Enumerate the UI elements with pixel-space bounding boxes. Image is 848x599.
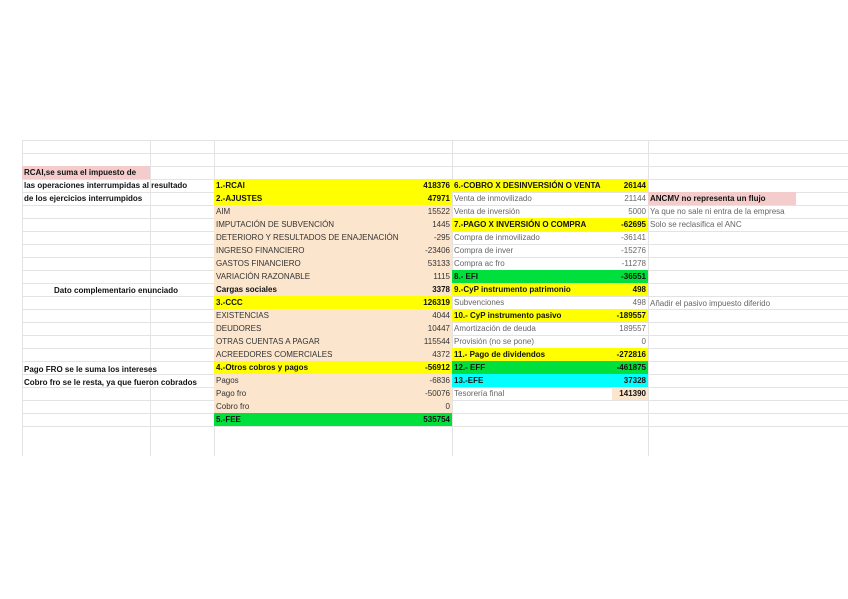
left-row-value[interactable]: -56912 — [412, 361, 452, 374]
left-row-value[interactable]: 126319 — [412, 296, 452, 309]
left-row-value[interactable]: 115544 — [412, 335, 452, 348]
right-row-value[interactable]: 26144 — [610, 179, 648, 192]
right-row-value[interactable]: 21144 — [624, 194, 646, 203]
right-row-value[interactable]: -15276 — [621, 246, 646, 255]
left-row-value[interactable]: 4044 — [412, 309, 452, 322]
right-row-value[interactable]: 189557 — [619, 324, 646, 333]
right-row-value[interactable]: 498 — [610, 283, 648, 296]
left-row-label[interactable]: Cobro fro — [214, 400, 412, 413]
left-row-label[interactable]: Cargas sociales — [214, 283, 412, 296]
left-row-value[interactable]: 1115 — [412, 270, 452, 283]
left-row-value[interactable]: 535754 — [412, 413, 452, 426]
left-row-label[interactable]: IMPUTACIÓN DE SUBVENCIÓN — [214, 218, 412, 231]
right-row-label[interactable]: Subvenciones — [454, 298, 505, 307]
right-row-label[interactable]: 9.-CyP instrumento patrimonio — [452, 283, 610, 296]
right-row-value[interactable]: 141390 — [612, 387, 648, 400]
right-row-value[interactable]: 5000 — [628, 207, 646, 216]
right-row-value[interactable]: -36141 — [621, 233, 646, 242]
right-row-value[interactable]: 498 — [632, 298, 646, 307]
left-row-value[interactable]: 418376 — [412, 179, 452, 192]
right-row-label[interactable]: Tesorería final — [454, 389, 505, 398]
right-row-label[interactable]: 7.-PAGO X INVERSIÓN O COMPRA — [452, 218, 610, 231]
grid-row-line — [22, 153, 848, 154]
left-row-label[interactable]: 1.-RCAI — [214, 179, 412, 192]
comment-ancmv[interactable]: ANCMV no representa un flujo — [648, 192, 796, 205]
left-row-label[interactable]: 4.-Otros cobros y pagos — [214, 361, 412, 374]
left-row-value[interactable]: 3378 — [412, 283, 452, 296]
right-row-value[interactable]: -272816 — [610, 348, 648, 361]
right-row-value[interactable]: -62695 — [610, 218, 648, 231]
left-row-label[interactable]: DEUDORES — [214, 322, 412, 335]
left-row-label[interactable]: 5.-FEE — [214, 413, 412, 426]
right-row-label[interactable]: 10.- CyP instrumento pasivo — [452, 309, 610, 322]
left-row-label[interactable]: VARIACIÓN RAZONABLE — [214, 270, 412, 283]
right-row-label[interactable]: Amortización de deuda — [454, 324, 536, 333]
grid-row-line — [22, 426, 848, 427]
note-cobro-fro[interactable]: Cobro fro se le resta, ya que fueron cobrados — [24, 378, 197, 387]
right-row-value[interactable]: 37328 — [610, 374, 648, 387]
left-row-value[interactable]: -6836 — [412, 374, 452, 387]
left-row-value[interactable]: 1445 — [412, 218, 452, 231]
grid-row-line — [22, 140, 848, 141]
left-row-value[interactable]: 15522 — [412, 205, 452, 218]
comment-ya-que[interactable]: Ya que no sale ni entra de la empresa — [650, 207, 785, 216]
left-row-label[interactable]: Pagos — [214, 374, 412, 387]
left-row-label[interactable]: OTRAS CUENTAS A PAGAR — [214, 335, 412, 348]
right-row-value[interactable]: -11278 — [621, 259, 646, 268]
note-pago-fro[interactable]: Pago FRO se le suma los intereses — [24, 365, 157, 374]
left-row-label[interactable]: INGRESO FINANCIERO — [214, 244, 412, 257]
left-row-label[interactable]: 2.-AJUSTES — [214, 192, 412, 205]
right-row-label[interactable]: Provisión (no se pone) — [454, 337, 535, 346]
left-row-label[interactable]: GASTOS FINANCIERO — [214, 257, 412, 270]
note-dato-complementario[interactable]: Dato complementario enunciado — [54, 286, 179, 295]
left-row-label[interactable]: EXISTENCIAS — [214, 309, 412, 322]
note-rcai-line1[interactable]: RCAI,se suma el impuesto de — [22, 166, 150, 179]
right-row-label[interactable]: 6.-COBRO X DESINVERSIÓN O VENTA — [452, 179, 610, 192]
left-row-label[interactable]: ACREEDORES COMERCIALES — [214, 348, 412, 361]
note-rcai-line2[interactable]: las operaciones interrumpidas al resultado — [24, 181, 188, 190]
right-row-label[interactable]: Compra de inver — [454, 246, 514, 255]
left-row-value[interactable]: -295 — [412, 231, 452, 244]
left-row-value[interactable]: 47971 — [412, 192, 452, 205]
left-row-value[interactable]: 53133 — [412, 257, 452, 270]
right-row-value[interactable]: -189557 — [610, 309, 648, 322]
right-row-label[interactable]: Venta de inversión — [454, 207, 520, 216]
right-row-label[interactable]: 8.- EFI — [452, 270, 610, 283]
right-row-label[interactable]: Compra de inmovilizado — [454, 233, 540, 242]
right-row-label[interactable]: 13.-EFE — [452, 374, 610, 387]
left-row-label[interactable]: DETERIORO Y RESULTADOS DE ENAJENACIÓN — [214, 231, 412, 244]
right-row-label[interactable]: Compra ac fro — [454, 259, 505, 268]
right-row-value[interactable]: -461875 — [610, 361, 648, 374]
left-row-value[interactable]: 4372 — [412, 348, 452, 361]
right-row-value[interactable]: -36551 — [610, 270, 648, 283]
left-row-label[interactable]: AIM — [214, 205, 412, 218]
right-row-label[interactable]: 11.- Pago de dividendos — [452, 348, 610, 361]
left-row-value[interactable]: -50076 — [412, 387, 452, 400]
left-row-value[interactable]: 10447 — [412, 322, 452, 335]
comment-anadir-pasivo[interactable]: Añadir el pasivo impuesto diferido — [650, 299, 771, 308]
left-row-label[interactable]: Pago fro — [214, 387, 412, 400]
left-row-label[interactable]: 3.-CCC — [214, 296, 412, 309]
right-row-value[interactable]: 0 — [641, 337, 646, 346]
left-row-value[interactable]: -23406 — [412, 244, 452, 257]
note-rcai-line3[interactable]: de los ejercicios interrumpidos — [24, 194, 143, 203]
right-row-label[interactable]: Venta de inmovilizado — [454, 194, 532, 203]
comment-solo-reclasifica[interactable]: Solo se reclasifica el ANC — [650, 220, 742, 229]
left-row-value[interactable]: 0 — [412, 400, 452, 413]
right-row-label[interactable]: 12.- EFF — [452, 361, 610, 374]
